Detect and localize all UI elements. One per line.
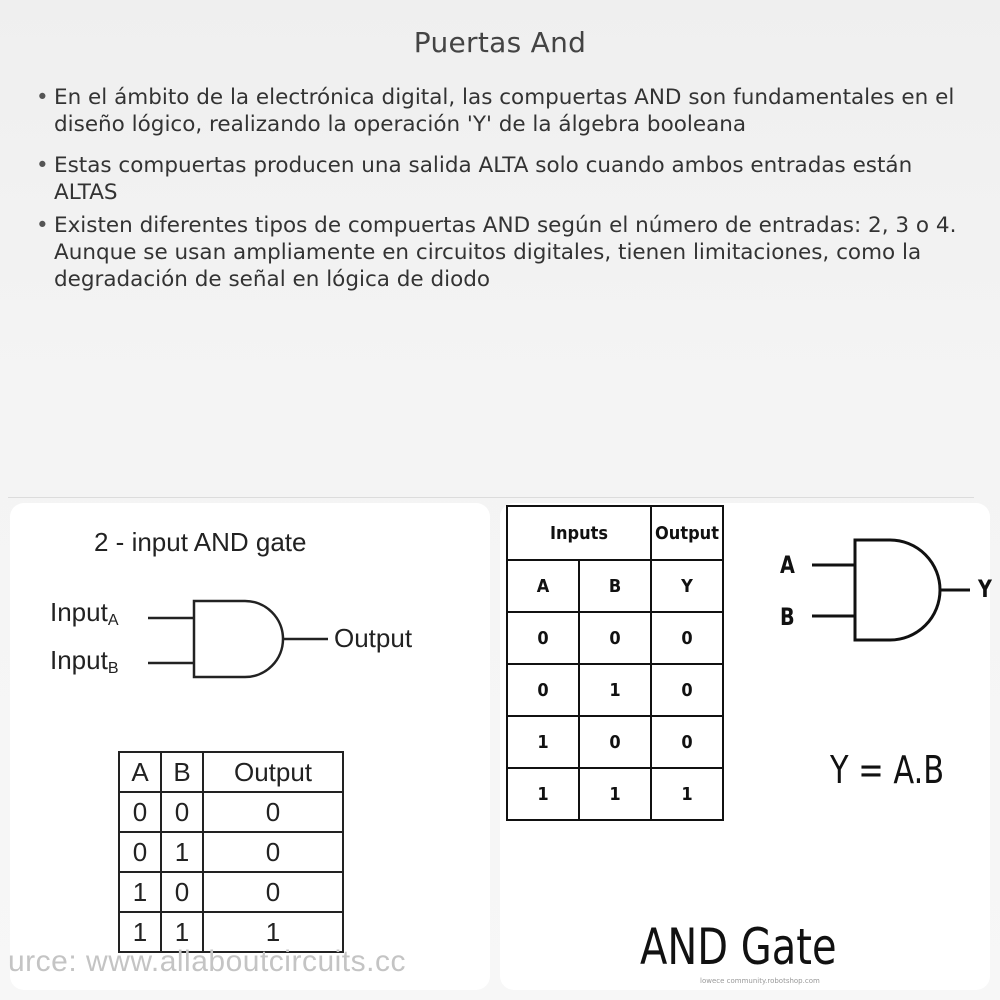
table-header-cell: Output [203,752,343,792]
table-cell: 1 [579,664,651,716]
table-cell: 0 [651,612,723,664]
output-label: Output [334,623,413,653]
bullet-list [36,84,966,293]
table-cell: 0 [651,664,723,716]
boolean-formula: Y = A.B [830,748,945,792]
table-cell: 0 [651,716,723,768]
diagram-heading: 2 - input AND gate [94,527,307,557]
truth-table-left [118,751,344,953]
table-cell: 0 [203,872,343,912]
table-cell: 1 [161,912,203,952]
table-row [119,832,343,872]
gate-input-a-label: A [780,551,795,579]
table-cell: 1 [507,716,579,768]
table-cell: 0 [119,792,161,832]
and-gate-diagram-left [10,503,490,990]
table-cell: 1 [161,832,203,872]
table-cell: 1 [119,872,161,912]
table-cell: 0 [119,832,161,872]
and-gate-symbol [10,503,490,743]
table-cell: 1 [579,768,651,820]
table-row [507,716,723,768]
gate-input-b-label: B [780,603,795,631]
table-cell: 0 [161,872,203,912]
bullet-item: • Estas compuertas producen una salida ALTA solo cuando ambos entradas están ALTAS [36,152,966,206]
table-cell: 0 [507,612,579,664]
table-header-cell: A [507,560,579,612]
and-gate-diagram-right [500,503,990,990]
table-group-header-inputs: Inputs [507,506,651,560]
table-cell: 1 [119,912,161,952]
table-cell: 1 [651,768,723,820]
and-gate-symbol [500,503,990,703]
slide-title: Puertas And [413,26,587,59]
table-cell: 0 [203,832,343,872]
bullet-item: • En el ámbito de la electrónica digital, las compuertas AND son fundamentales en el diseño lógico, realizando la operación 'Y' de la álgebra booleana [36,84,966,138]
gate-output-y-label: Y [978,575,992,603]
bullet-item: • Existen diferentes tipos de compuertas AND según el número de entradas: 2, 3 o 4. Aunque se usan ampliamente en circuitos digitales, tienen limitaciones, como la degradación de señal en lógica de diodo [36,212,966,293]
table-cell: 0 [579,612,651,664]
table-row [507,768,723,820]
watermark: lowece community.robotshop.com [700,977,820,985]
table-cell: 0 [161,792,203,832]
table-cell: 1 [203,912,343,952]
table-row [119,872,343,912]
input-b-label: Input$_B$ [50,645,119,677]
divider [8,497,974,498]
table-group-header-output: Output [651,506,723,560]
table-cell: 0 [579,716,651,768]
source-caption: urce: www.allaboutcircuits.cc [8,945,406,978]
input-a-label: Input$_A$ [50,597,119,629]
table-header-cell: A [119,752,161,792]
table-header-cell: B [161,752,203,792]
table-cell: 1 [507,768,579,820]
table-cell: 0 [507,664,579,716]
table-cell: 0 [203,792,343,832]
table-header-row [119,752,343,792]
table-header-cell: Y [651,560,723,612]
table-row [119,792,343,832]
table-header-cell: B [579,560,651,612]
gate-caption: AND Gate [640,918,837,976]
